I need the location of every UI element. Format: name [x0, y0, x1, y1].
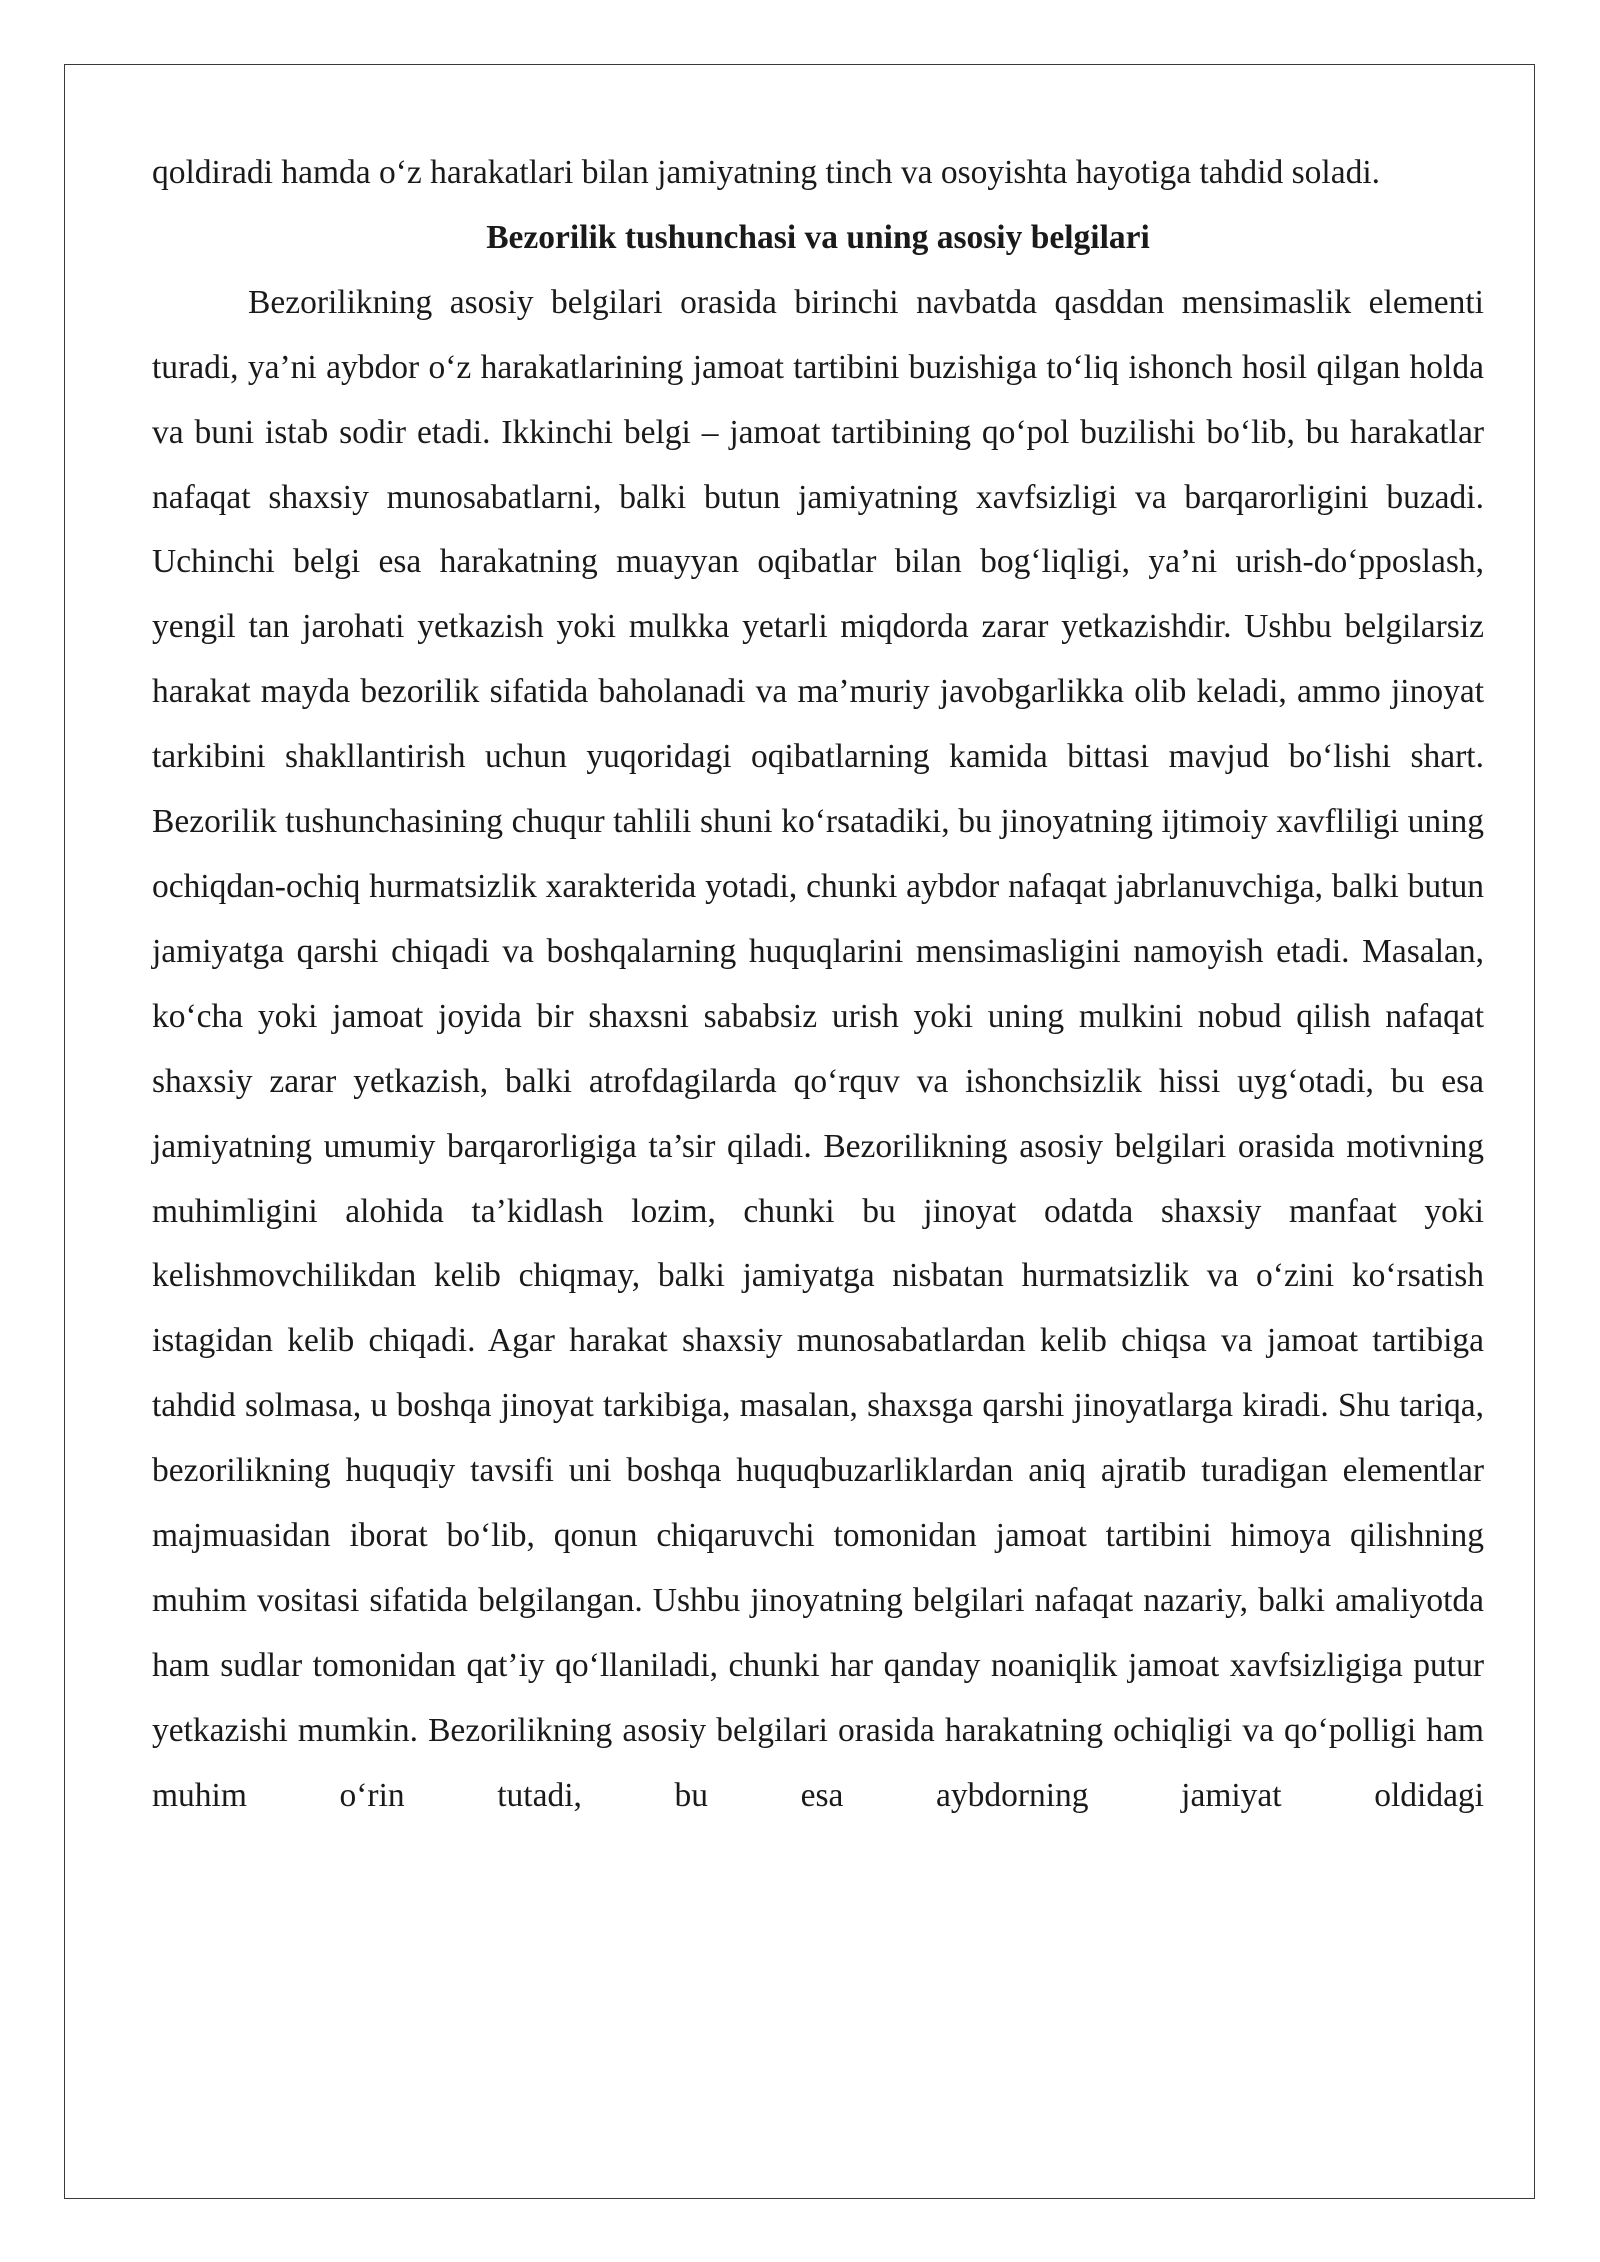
section-heading: Bezorilik tushunchasi va uning asosiy belgilari: [486, 218, 1150, 256]
continuation-paragraph: qoldiradi hamda o‘z harakatlari bilan jamiyatning tinch va osoyishta hayotiga tahdid soladi.: [152, 154, 1381, 191]
main-paragraph: Bezorilikning asosiy belgilari orasida birinchi navbatda qasddan mensimaslik elementi turadi, ya’ni aybdor o‘z harakatlarining jamoat tartibini buzishiga to‘liq ishonch hosil qilgan holda va buni istab sodir etadi. Ikkinchi belgi – jamoat tartibining qo‘pol buzilishi bo‘lib, bu harakatlar nafaqat shaxsiy munosabatlarni, balki butun jamiyatning xavfsizligi va barqarorligini buzadi. Uchinchi belgi esa harakatning muayyan oqibatlar bilan bog‘liqligi, ya’ni urish-do‘pposlash, yengil tan jarohati yetkazish yoki mulkka yetarli miqdorda zarar yetkazishdir. Ushbu belgilarsiz harakat mayda bezorilik sifatida baholanadi va ma’muriy javobgarlikka olib keladi, ammo jinoyat tarkibini shakllantirish uchun yuqoridagi oqibatlarning kamida bittasi mavjud bo‘lishi shart. Bezorilik tushunchasining chuqur tahlili shuni ko‘rsatadiki, bu jinoyatning ijtimoiy xavfliligi uning ochiqdan-ochiq hurmatsizlik xarakterida yotadi, chunki aybdor nafaqat jabrlanuvchiga, balki butun jamiyatga qarshi chiqadi va boshqalarning huquqlarini mensimasligini namoyish etadi. Masalan, ko‘cha yoki jamoat joyida bir shaxsni sababsiz urish yoki uning mulkini nobud qilish nafaqat shaxsiy zarar yetkazish, balki atrofdagilarda qo‘rquv va ishonchsizlik hissi uyg‘otadi, bu esa jamiyatning umumiy barqarorligiga ta’sir qiladi. Bezorilikning asosiy belgilari orasida motivning muhimligini alohida ta’kidlash lozim, chunki bu jinoyat odatda shaxsiy manfaat yoki kelishmovchilikdan kelib chiqmay, balki jamiyatga nisbatan hurmatsizlik va o‘zini ko‘rsatish istagidan kelib chiqadi. Agar harakat shaxsiy munosabatlardan kelib chiqsa va jamoat tartibiga tahdid solmasa, u boshqa jinoyat tarkibiga, masalan, shaxsga qarshi jinoyatlarga kiradi. Shu tariqa, bezorilikning huquqiy tavsifi uni boshqa huquqbuzarliklardan aniq ajratib turadigan elementlar majmuasidan iborat bo‘lib, qonun chiqaruvchi tomonidan jamoat tartibini himoya qilishning muhim vositasi sifatida belgilangan. Ushbu jinoyatning belgilari nafaqat nazariy, balki amaliyotda ham sudlar tomonidan qat’iy qo‘llaniladi, chunki har qanday noaniqlik jamoat xavfsizligiga putur yetkazishi mumkin. Bezorilikning asosiy belgilari orasida harakatning ochiqligi va qo‘polligi ham muhim o‘rin tutadi, bu esa aybdorning jamiyat oldidagi: [152, 283, 1484, 1814]
page-content: [152, 141, 1484, 1829]
